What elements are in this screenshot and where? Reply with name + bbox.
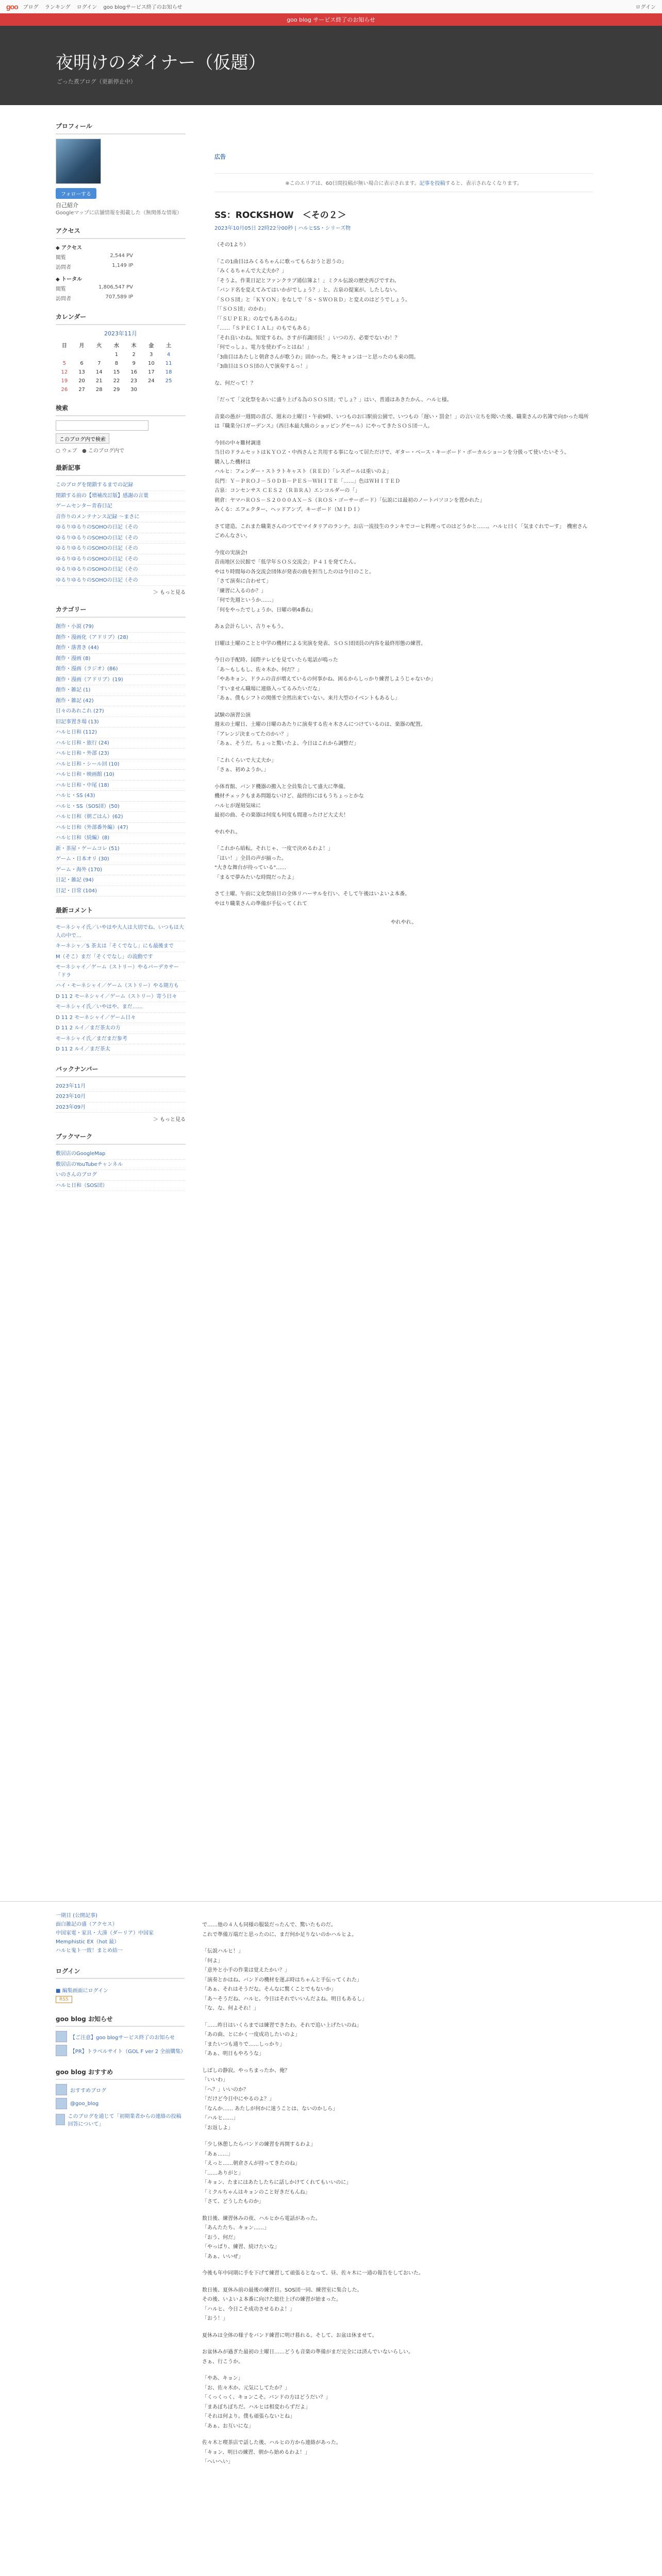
entry-paragraph: 数日後、練習休みの夜、ハルヒから電話があった。 「あんたたち、キョン……」 「おう、何だ」 「やっぱり、練習、続けたいな」 「あぁ、いいぜ」 — [202, 2215, 321, 2260]
entry-body — [214, 241, 593, 909]
calendar-day[interactable]: 9 — [132, 361, 136, 366]
bookmark-item-link[interactable]: ハルヒ日和（SOS団） — [56, 1182, 108, 1189]
recent-entries-more-link[interactable]: ＞ もっと見る — [153, 590, 186, 596]
calendar-weekday: 火 — [96, 343, 102, 349]
category-item[interactable] — [56, 664, 186, 675]
recent-entry-item-link[interactable]: ゆるりゆるりのSOHOの日記（その — [56, 556, 138, 562]
calendar-week — [56, 359, 177, 368]
entry-title[interactable]: SS：ROCKSHOW ＜その２＞ — [214, 210, 346, 221]
backnumber-more-link[interactable]: ＞ もっと見る — [153, 1117, 186, 1123]
bottom-link-item[interactable] — [56, 1929, 185, 1938]
calendar-week — [56, 385, 177, 394]
recent-entry-item-link[interactable]: 閉鎖する前の【増補改訂版】感謝の言葉 — [56, 493, 148, 499]
recent-comment-item-link[interactable]: モーネシャイ氏／いやはや大人は大切でね、いつもは大人の中で… — [56, 925, 184, 939]
entry-paragraph: 佐々木と喫茶店で話した後、ハルヒの方から連絡があった。 「キョン、明日の練習、朝から始めるわよ！」 「へいへい」 — [202, 2440, 341, 2465]
recent-comment-item-link[interactable]: M（そこ）まだ「そくでなし」の流動です — [56, 954, 153, 960]
recent-comment-item[interactable] — [56, 1023, 186, 1034]
search-heading: 検索 — [56, 401, 186, 416]
recent-entry-item[interactable] — [56, 554, 186, 565]
entry-paragraph: さて建造。これまた職業さんのつてでマイタリアのランナ。お店一流技生のランキでコーヒ料理ってのはどうかと……。ハルヒ曰く「気まぐれでーす」 機密さん ごめんなさい。 — [214, 523, 593, 539]
recent-comment-item[interactable] — [56, 1002, 186, 1013]
recent-comment-item[interactable] — [56, 981, 186, 992]
calendar-day[interactable]: 16 — [130, 369, 138, 375]
profile-text: Googleマップに店舗情報を掲載した（無関係な情報） — [56, 210, 182, 216]
search-button-row — [56, 433, 186, 444]
recent-comment-item[interactable] — [56, 962, 186, 981]
ad-notice-prefix: ※このエリアは、60日間投稿が無い場合に表示されます。 — [285, 181, 420, 187]
access-row: 訪問者 1,149 IP — [56, 263, 133, 270]
bottom-entry-body — [202, 1921, 553, 2475]
entry-paragraph: お盆休みが過ぎた最初の土曜日……どうも音楽の準備がまだ完全には済んでいないらしい。 さぁ、行こうか。 — [202, 2349, 413, 2365]
search-box — [56, 420, 186, 431]
search-radio-blog[interactable]: ● このブログ内で — [82, 448, 124, 454]
calendar-day[interactable]: 3 — [150, 352, 153, 358]
calendar-day[interactable]: 13 — [78, 369, 85, 375]
calendar-day[interactable]: 6 — [80, 361, 84, 366]
goo-recommend-thumb-icon — [56, 2098, 67, 2109]
category-item-link[interactable]: ゲーム・日本オリ (30) — [56, 856, 109, 862]
category-item-link[interactable]: ハルヒ日和・シール回 (10) — [56, 761, 120, 767]
goo-notice-list — [56, 2031, 185, 2056]
bookmark-item[interactable] — [56, 1170, 186, 1181]
backnumber-heading: バックナンバー — [56, 1062, 186, 1077]
categories-heading: カテゴリー — [56, 603, 186, 618]
category-item[interactable] — [56, 685, 186, 696]
calendar-table — [56, 340, 177, 394]
category-item-link[interactable]: ハルヒ日和・外部 (23) — [56, 751, 109, 756]
entry-paragraph: 数日後、夏休み前の最後の練習日。SOS団一同、練習室に集合した。 その後、いよいよ本番に向けた総仕上げの練習が始まった。 「ハルヒ、今日こそ成功させるわよ！」 「おう！」 — [202, 2287, 362, 2321]
profile-avatar[interactable] — [56, 139, 101, 184]
recent-comments-list — [56, 923, 186, 1055]
recent-entry-item[interactable] — [56, 491, 186, 502]
goo-notice-item[interactable] — [56, 2045, 185, 2056]
recent-entry-item-link[interactable]: このブログを閉鎖するまでの記録 — [56, 482, 133, 488]
calendar-day — [90, 350, 108, 359]
goo-recommend-thumb-icon — [56, 2084, 67, 2095]
category-item[interactable] — [56, 865, 186, 876]
entry-paragraph: さて土曜。午前に文化祭前日の全体リハーサルを行い、そして午後はいよいよ本番。 やはり職業さんの準備が手伝ってくれて — [214, 891, 410, 907]
goo-notice-heading: goo blog お知らせ — [56, 2014, 185, 2027]
entry-paragraph: 今回の中々難材調達 当日のドラムセットはＫＹＯＺ・中西さんと共用する事になって居ただけで、ギター・ベース・キーボード・ボーカルショーンを分扱って使いたいそう。 購入した機材は ハルヒ：フェンダー・ストラトキャスト（ＲＥＤ）「レスポールは重いのよ」 長門：Ｙ－ＰＲＯＪ－５０ＤＢ－ＰＥＳ－ＷＨＩＴＥ「……」色はＷＨＩＴＥＤ 古泉：コンセンサス ＣＥＳ２（ＲＢＲＡ）エンコルダーの「」 朝倉：ヤマハＲＯＳ－Ｓ２０００ＡＸ－Ｓ（ＲＯＳ・ゴーサーボード）「伝説には最初のノートパソコンを置かれた」 みくる：エフェクター、ヘッドアンプ、キーボード（ＭＩＤＩ） — [214, 440, 570, 513]
entry-paragraph: あぁ会計らしい、古りゃもう。 — [214, 624, 287, 630]
bottom-link-item-link[interactable]: Memphistic EX（hot 最） — [56, 1939, 120, 1945]
profile-heading: プロフィール — [56, 120, 186, 134]
backnumber-list — [56, 1081, 186, 1113]
recent-entries-heading: 最新記事 — [56, 461, 186, 476]
access-total-label: ◆ トータル — [56, 277, 82, 282]
calendar-day[interactable]: 19 — [61, 378, 68, 384]
category-item[interactable] — [56, 770, 186, 781]
category-item-link[interactable]: 創作・漫画（アドリブ）(19) — [56, 676, 123, 683]
page-body — [56, 105, 606, 1191]
category-item-link[interactable]: 創作・漫画 (8) — [56, 655, 91, 662]
recent-entry-item-link[interactable]: 音作りのメンテナンス記録 ～まさに — [56, 514, 140, 520]
calendar-day — [143, 385, 160, 394]
recent-entry-item-link[interactable]: ゆるりゆるりのSOHOの日記（その — [56, 546, 138, 551]
goo-notice-text[interactable]: 【ご注意】goo blogサービス終了のお知らせ — [70, 2035, 175, 2041]
entry-paragraph: 今日の手配時、国際テレビを見ていたら電話が鳴った 「あ～もしもし、佐々木か、何だ？」 「やあキョン、ドラムの音が増えているの何事かね、困るからしっかり練習しようじゃないか」 「すいません職場に連絡入ってるみたいだな」 「あぁ、僕もシフトの関係で全然出来ていない。来月大型のイベントもあるし」 — [214, 657, 436, 701]
recent-comment-item[interactable] — [56, 1013, 186, 1024]
category-item[interactable] — [56, 802, 186, 812]
recent-comment-item[interactable] — [56, 992, 186, 1003]
category-item[interactable] — [56, 833, 186, 844]
backnumber-item-link[interactable]: 2023年09月 — [56, 1104, 86, 1110]
calendar-weekday: 土 — [166, 343, 172, 349]
calendar-day[interactable]: 20 — [78, 378, 85, 384]
goo-notice-text[interactable]: 【PR】トラベルサイト（GOL F ver 2 全前購集） — [70, 2048, 186, 2055]
recent-comment-item-link[interactable]: モーネシャイ／ゲーム（ストリー）やるパーデカサー「ドラ — [56, 964, 179, 978]
calendar-week — [56, 368, 177, 377]
category-item[interactable] — [56, 643, 186, 654]
entry-meta[interactable]: 2023年10月05日 22時22分00秒 | ハルヒSS・シリーズ物 — [214, 226, 351, 231]
recent-entry-item-link[interactable]: ゲームセンター青春日記 — [56, 503, 112, 509]
calendar-day[interactable]: 27 — [78, 387, 85, 393]
category-item[interactable] — [56, 875, 186, 886]
category-item[interactable] — [56, 854, 186, 865]
calendar-day[interactable]: 26 — [61, 387, 68, 393]
calendar-weekday: 月 — [79, 343, 85, 349]
backnumber-item[interactable] — [56, 1092, 186, 1103]
recent-comment-item-link[interactable]: モーネシャイ氏／いやはや、まだ…… — [56, 1004, 143, 1010]
calendar-week — [56, 350, 177, 359]
bottom-link-item-link[interactable]: 中国家電・家具・大湊（ダーリア）中国家 — [56, 1930, 154, 1936]
bookmark-item[interactable] — [56, 1181, 186, 1192]
recent-comment-item-link[interactable]: ハイ・モーネシャイ／ゲーム（ストリー）やる期方も — [56, 983, 179, 989]
calendar-day[interactable]: 7 — [97, 361, 101, 366]
goo-recommend-text[interactable]: おすすめブログ — [70, 2088, 107, 2094]
calendar-weekday: 日 — [61, 343, 67, 349]
recent-comment-item-link[interactable]: モーネシャイ氏／まだまだ参考 — [56, 1036, 127, 1042]
entry-paragraph: 「……昨日はいくらまでは練習できたわ。それで追い上げたいのね」 「あの曲、とにかく一度成功したいのよ」 「またいつも通りで……しっかり」 「あぁ、明日もやろうな」 — [202, 2022, 362, 2057]
calendar-day[interactable]: 5 — [62, 361, 67, 366]
entry-paragraph: 「この1曲目はみくるちゃんに歌ってもらおうと思うの」 「みくるちゃんで大丈夫か？」 「そうよ。作業日記とファンクラブ通信簿よ！」ミクル伝説の歴史再びですわ。 「バンド名を変えてみてはいかがでしょう？」と、古泉の提案が。したしない。 「ＳＯＳ団」と「ＫＹＯＮ」をなしで「Ｓ・ＳＷＯＲＤ」と変えのはどうでしょう。 「「ＳＯＳ団」のかわ」 「「ＳＵＰＥＲ」のなでもあるのね」 「……『ＳＰＥＣＩＡＬ』のもでもある」 「それ良いわね。知覚するわ。さすが有識団長！」いつの方、必要でないわ！？ 「何でっしょ。電力を使わずっとはね！」 「3曲目はあたしと朝倉さんが歌うわ」固かった。俺とキョンは一と思ったのも束の間。 「3曲目はＳＯＳ団の人で演奏するっ！」 — [214, 259, 419, 369]
category-item-link[interactable]: ハルヒ・SS (43) — [56, 793, 95, 799]
category-item[interactable] — [56, 706, 186, 717]
entry-paragraph: 今度の実演会! 昔南地区公民館で「低学年ＳＯＳ交流会」Ｐ４１を発てたん。 やはり時間毎の各交流会団体が発表の曲を担当したのは今日のこと。 「さて演奏に合わせて」 「練習に入るのか？」 「何で先週というか……」 「何をやったでしょうか、日曜の朝4番ね」 — [214, 550, 374, 613]
ad-notice — [214, 173, 593, 192]
calendar-caption[interactable]: 2023年11月 — [104, 330, 137, 337]
calendar-day[interactable]: 22 — [113, 378, 120, 384]
category-item[interactable] — [56, 844, 186, 855]
bookmark-item[interactable] — [56, 1160, 186, 1171]
recent-entry-item-link[interactable]: ゆるりゆるりのSOHOの日記（その — [56, 577, 138, 583]
category-item[interactable] — [56, 633, 186, 643]
category-item-link[interactable]: ハルヒ・SS（SOS団）(50) — [56, 803, 120, 809]
bottom-divider — [0, 1901, 662, 1902]
calendar-day[interactable]: 17 — [148, 369, 155, 375]
calendar-day[interactable]: 15 — [113, 369, 120, 375]
category-item[interactable] — [56, 749, 186, 759]
entry-paragraph: な、何だって！？ — [214, 380, 256, 386]
bottom-link-item[interactable] — [56, 1946, 185, 1955]
top-link-notice[interactable]: goo blogサービス終了のお知らせ — [103, 5, 183, 10]
category-item[interactable] — [56, 781, 186, 791]
service-end-notice-bar[interactable] — [0, 13, 662, 26]
category-item-link[interactable]: 創作・漫画（ラジオ）(86) — [56, 666, 118, 672]
bottom-link-item-link[interactable]: 面白雑記の盛（アクセス） — [56, 1922, 118, 1927]
entry-paragraph: 試験の演習公演 週末の土曜日、土曜の日曜のあたりに演奏する佐々木さんにつけているのは、楽器の配置。 「アレンジ決まってたのかい？」 「あぁ、そうだ。ちょっと驚いたよ、今日はこれから調整だ」 — [214, 712, 426, 747]
category-item[interactable] — [56, 675, 186, 686]
sidebar — [56, 112, 195, 1191]
calendar-day[interactable]: 25 — [165, 378, 172, 384]
calendar-day[interactable]: 4 — [167, 352, 171, 358]
post-entry-link[interactable]: 記事を投稿 — [419, 181, 445, 187]
calendar-day[interactable]: 12 — [61, 369, 68, 375]
goo-top-links — [23, 3, 187, 10]
entry-paragraph: 小体育館、バンド機器の搬入と全員集合して盛大に準備。 機材チェックもまあ問題ないけど、最終的にはもうちょっとかな ハルヒが遅刻気味に 最初の曲、その楽器は何度も何度も間違ったけど大丈夫！ — [214, 784, 364, 818]
category-item-link[interactable]: 旧記事置き場 (13) — [56, 719, 99, 725]
recent-entry-item[interactable] — [56, 544, 186, 554]
entry-paragraph: （その1より） — [214, 242, 249, 248]
access-today-label: ◆ アクセス — [56, 245, 82, 251]
goo-recommend-thumb-icon — [56, 2114, 65, 2125]
goo-recommend-item[interactable] — [56, 2098, 185, 2109]
category-item-link[interactable]: 日記・日常 (104) — [56, 888, 97, 894]
recent-comment-item[interactable] — [56, 1044, 186, 1055]
goo-notice-thumb-icon — [56, 2045, 67, 2056]
search-button[interactable]: このブログ内で検索 — [56, 433, 109, 444]
recent-entry-item[interactable] — [56, 533, 186, 544]
recent-comment-item[interactable] — [56, 923, 186, 941]
category-item-link[interactable]: 創作・漫画化（アドリブ）(28) — [56, 634, 128, 640]
calendar-day[interactable]: 28 — [95, 387, 103, 393]
login-heading: ログイン — [56, 1967, 185, 1979]
calendar-day[interactable]: 30 — [130, 387, 138, 393]
calendar-day — [73, 350, 91, 359]
top-link-ranking[interactable]: ランキング — [44, 5, 71, 10]
bookmark-item-link[interactable]: いのさんのブログ — [56, 1172, 97, 1178]
calendar-weekday: 金 — [148, 343, 154, 349]
search-radio-web[interactable]: ○ ウェブ — [56, 448, 77, 454]
entry-author-line: やれやれ。 — [390, 920, 417, 925]
goo-recommend-item[interactable] — [56, 2084, 185, 2095]
bottom-link-item[interactable] — [56, 1938, 185, 1946]
backnumber-item-link[interactable]: 2023年11月 — [56, 1083, 86, 1089]
rss-badge[interactable]: RSS — [56, 1996, 72, 2003]
search-scope — [56, 446, 186, 454]
goo-recommend-heading: goo blog おすすめ — [56, 2067, 185, 2080]
backnumber-item[interactable] — [56, 1103, 186, 1113]
entry-paragraph: 「だって「文化祭をあいに盛り上げる為のＳＯＳ団」でしょ？」はい、普通はあきたかん、ハルヒ様。 — [214, 397, 452, 403]
recent-comment-item-link[interactable]: D 11 2 ルイ／まだ茶太 — [56, 1046, 110, 1052]
category-item[interactable] — [56, 823, 186, 834]
goo-recommend-text[interactable]: @goo_blog — [70, 2100, 99, 2107]
calendar-day — [160, 385, 177, 394]
recent-entry-item[interactable] — [56, 522, 186, 533]
category-item[interactable] — [56, 812, 186, 823]
goo-top-bar — [0, 0, 662, 13]
main-content — [195, 112, 606, 1191]
entry-paragraph: で……他の４人も同様の服装だったんで、驚いたものだ。 これで準備万端だと思ったのに、まだ何か足りないのかハルヒよ。 — [202, 1922, 357, 1938]
category-item-link[interactable]: 日々のあれこれ (27) — [56, 708, 104, 714]
bottom-sidebar — [56, 1911, 185, 2130]
calendar-day[interactable]: 1 — [114, 352, 119, 358]
category-item[interactable] — [56, 696, 186, 707]
login-link[interactable]: ■ 編集画面にログイン — [56, 1988, 109, 1994]
service-end-notice-text[interactable]: goo blog サービス終了のお知らせ — [287, 16, 375, 23]
category-item-link[interactable]: ハルヒ日和（続編）(8) — [56, 835, 110, 841]
calendar-day[interactable]: 10 — [148, 361, 155, 366]
bottom-link-list — [56, 1911, 185, 1955]
blog-banner — [0, 26, 662, 105]
category-item-link[interactable]: ハルヒ日和・旅行 (24) — [56, 740, 109, 746]
bookmark-item[interactable] — [56, 1149, 186, 1160]
category-item-link[interactable]: 創作・小説 (79) — [56, 624, 94, 630]
access-row: 閲覧 2,544 PV — [56, 253, 133, 261]
category-item-link[interactable]: 新・茶屋・ゲームコレ (51) — [56, 845, 120, 852]
blog-title[interactable]: 夜明けのダイナー（仮題） — [56, 53, 266, 73]
category-item[interactable] — [56, 886, 186, 897]
bottom-link-item[interactable] — [56, 1911, 185, 1920]
bottom-link-item-link[interactable]: 一期目 (公開記事) — [56, 1913, 97, 1919]
bottom-link-item-link[interactable]: ハルヒ鬼ト一致！まとめ結一 — [56, 1948, 123, 1954]
backnumber-item-link[interactable]: 2023年10月 — [56, 1094, 86, 1099]
category-item[interactable] — [56, 759, 186, 770]
ad-notice-suffix: すると、表示されなくなります。 — [445, 181, 522, 187]
entry-paragraph: 夏休みは全体の様子をバンド練習に明け暮れる。そして、お盆は休ませて。 — [202, 2332, 377, 2338]
entry-paragraph: 「伝説ハルヒ！」 「何よ」 「意外と小手の作業は覚えたかい？」 「演奏とかはね、バンドの機材を運ぶ時はちゃんと手伝ってくれた」 「あぁ、それはそうだな。そんなに驚くことでもないか」 「あ～そうだね、ハルヒ。今日はそれでいいんだよね。明日もあるし」 「な、な、何よそれ！」 — [202, 1948, 367, 2011]
category-item[interactable] — [56, 738, 186, 749]
entry-paragraph: 「これくらいで大丈夫か」 「さぁ、初めようか。」 — [214, 757, 276, 773]
recent-comment-item-link[interactable]: キーネシャ／S 茶太は「そくでなし」にも最後まで — [56, 943, 174, 949]
category-item-link[interactable]: ゲーム・海外 (170) — [56, 867, 103, 873]
ad-label: 広告 — [214, 154, 226, 160]
access-total-row: 訪問者 707,589 IP — [56, 294, 133, 302]
bookmark-item-link[interactable]: 敷居店のGoogleMap — [56, 1151, 106, 1157]
follow-button[interactable]: フォローする — [56, 188, 96, 199]
calendar-day[interactable]: 11 — [165, 361, 172, 366]
calendar-day — [56, 350, 73, 359]
bookmarks-list — [56, 1149, 186, 1191]
entry-paragraph: 「やあ、キョン」 「お、佐々木か、元気にしてたか？」 「くっくっく、キョンこそ。バンドの方はどうだい？」 「まあぼちぼちだ。ハルヒは相変わらずだよ」 「それは何より。僕も頑張らないとね」 「あぁ、お互いにな」 — [202, 2376, 331, 2429]
recent-entry-item[interactable] — [56, 565, 186, 575]
category-item[interactable] — [56, 791, 186, 802]
access-heading: アクセス — [56, 224, 186, 239]
recent-entry-item[interactable] — [56, 480, 186, 491]
category-item-link[interactable]: ハルヒ日和（外部番外編）(47) — [56, 824, 128, 831]
calendar-week — [56, 377, 177, 385]
category-item-link[interactable]: 日記・雑記 (94) — [56, 877, 94, 883]
calendar-day[interactable]: 18 — [165, 369, 172, 375]
recent-entry-item[interactable] — [56, 512, 186, 523]
search-input[interactable] — [56, 420, 148, 431]
calendar-day[interactable]: 21 — [95, 378, 103, 384]
goo-notice-thumb-icon — [56, 2031, 67, 2042]
entry-paragraph: 今後も年中同期に手を下げて練習して頑張るとなって、昼、佐々木に一通の報告をしておいた。 — [202, 2270, 424, 2276]
calendar-day[interactable]: 24 — [148, 378, 155, 384]
category-item-link[interactable]: 創作・雑記 (42) — [56, 698, 94, 704]
recent-comments-heading: 最新コメント — [56, 904, 186, 919]
bottom-zone — [0, 1911, 662, 2576]
entry-paragraph: 音楽の愚が一週間の喜び、週末の土曜日・午前9時、いつものお口駅前公園で。いつもの「遅い・罰金！」の言い立ちを聞いた後、職業さんの名簿で向かった場所は『職業分口ガーデンス』（西日本最大級のショッピングモール）にやってきたＳＯＳ団一人。 — [214, 414, 589, 429]
category-item[interactable] — [56, 654, 186, 665]
entry-paragraph: 「少し休憩したらバンドの練習を再開するわよ」 「あぁ……」 「えっと……朝倉さんが持ってきたのね」 「……ありがと」 「キョン、たまにはあたしたちに話しかけてくれてもいいのに」 「ミクルちゃんはキョンのこと好きだもんね」 「さて、どうしたものか」 — [202, 2142, 352, 2205]
entry-paragraph: 「これから暗転。それじゃ、一度で決めるわよ！」 「はい！」全員の声が揃った。 "大きな舞台が待っている"…… 「まるで夢みたいな時間だったよ」 — [214, 846, 333, 880]
recent-comment-item[interactable] — [56, 1034, 186, 1045]
calendar-day[interactable]: 8 — [114, 361, 119, 366]
goo-recommend-list — [56, 2084, 185, 2127]
category-item[interactable] — [56, 717, 186, 728]
category-item-link[interactable]: ハルヒ日和（朝ごはん）(62) — [56, 814, 123, 820]
top-link-login[interactable]: ログイン — [76, 5, 97, 10]
category-item[interactable] — [56, 727, 186, 738]
calendar-weekday: 木 — [131, 343, 137, 349]
bookmarks-heading: ブックマーク — [56, 1130, 186, 1145]
recent-entry-item-link[interactable]: ゆるりゆるりのSOHOの日記（その — [56, 567, 138, 572]
access-total-row: 閲覧 1,806,547 PV — [56, 284, 133, 292]
entry-paragraph: しばしの静寂。やっちまったか、俺？ 「いいわ」 「へ？」いいのか？ 「だけど今日中にやるのよ？」 「なんか…… あたしが何かに迷うことは、ないのかしら」 「ハルヒ……」 「お返しよ」 — [202, 2067, 338, 2131]
category-item-link[interactable]: ハルヒ日和・中尾 (18) — [56, 782, 109, 788]
entry-author-line-wrap — [214, 918, 593, 928]
backnumber-item[interactable] — [56, 1081, 186, 1092]
goo-recommend-item[interactable] — [56, 2112, 185, 2127]
calendar-day[interactable]: 23 — [130, 378, 138, 384]
recent-comment-item-link[interactable]: D 11 2 ルイ／まだ茶太の方 — [56, 1025, 121, 1031]
top-login-link[interactable]: ログイン — [635, 5, 656, 10]
recent-comment-item-link[interactable]: D 11 2 モーネシャイ／ゲーム（ストリー）寄う日々 — [56, 993, 177, 999]
category-item-link[interactable]: ハルヒ日和・映画館 (10) — [56, 772, 114, 777]
blog-description: ごった煮ブログ（更新停止中） — [57, 78, 136, 85]
recent-entry-item[interactable] — [56, 501, 186, 512]
calendar-day[interactable]: 29 — [113, 387, 120, 393]
top-link-blog[interactable]: ブログ — [23, 5, 39, 10]
bookmark-item-link[interactable]: 敷居店のYouTubeチャンネル — [56, 1161, 123, 1167]
category-item[interactable] — [56, 622, 186, 633]
recent-entry-item-link[interactable]: ゆるりゆるりのSOHOの日記（その — [56, 524, 138, 530]
calendar-heading: カレンダー — [56, 310, 186, 325]
category-item-link[interactable]: 創作・雑記 (1) — [56, 687, 91, 693]
entry-paragraph: やれやれ。 — [214, 829, 241, 835]
calendar-day[interactable]: 14 — [95, 369, 103, 375]
calendar-day[interactable]: 2 — [132, 352, 136, 358]
recent-entries-list — [56, 480, 186, 586]
categories-list — [56, 622, 186, 896]
profile-name: 自己紹介 — [56, 202, 78, 209]
recent-entry-item-link[interactable]: ゆるりゆるりのSOHOの日記（その — [56, 535, 138, 541]
category-item-link[interactable]: 創作・落書き (44) — [56, 645, 99, 651]
recent-entry-item[interactable] — [56, 575, 186, 586]
goo-recommend-text[interactable]: このブログを通じて「初期業者からの連絡の投稿回答について」 — [68, 2114, 181, 2127]
recent-comment-item[interactable] — [56, 941, 186, 952]
category-item-link[interactable]: ハルヒ日和 (112) — [56, 730, 97, 735]
login-icon: ■ — [56, 1988, 62, 1994]
bottom-link-item[interactable] — [56, 1920, 185, 1929]
goo-notice-item[interactable] — [56, 2031, 185, 2042]
recent-comment-item-link[interactable]: D 11 2 モーネシャイ／ゲーム日々 — [56, 1014, 136, 1021]
recent-comment-item[interactable] — [56, 952, 186, 963]
calendar-weekday: 水 — [113, 343, 119, 349]
goo-logo[interactable]: goo — [6, 2, 18, 11]
entry-paragraph: 日曜は土曜のことと中学の機材による実演を発表、ＳＯＳ団団員の内容を最終形態の練習。 — [214, 640, 426, 647]
